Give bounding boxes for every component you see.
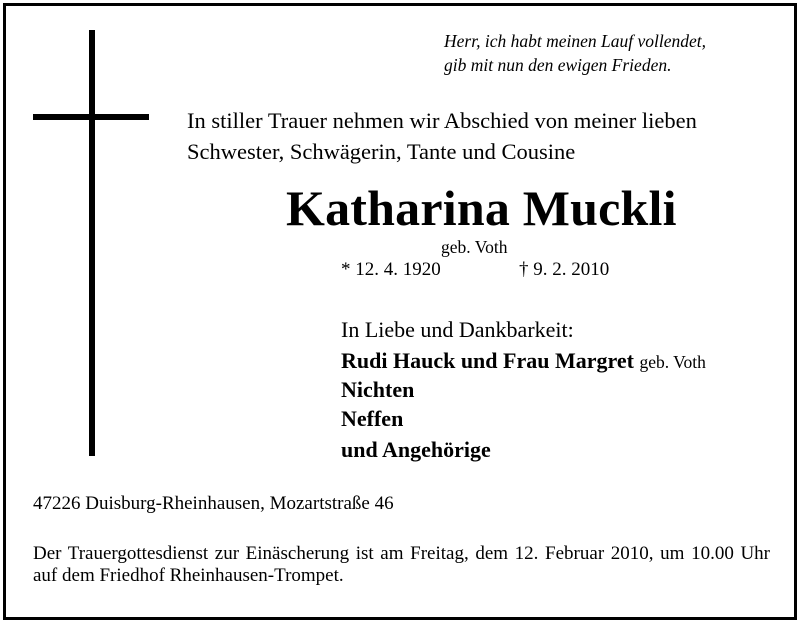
cross-horizontal-bar bbox=[33, 114, 149, 120]
birth-date: * 12. 4. 1920 bbox=[341, 259, 441, 280]
service-information: Der Trauergottesdienst zur Einäscherung ist am Freitag, dem 12. Februar 2010, um 10.00 Uhr auf dem Friedhof Rheinhausen-Trompet. bbox=[33, 543, 770, 586]
mourner-primary-birth-name: geb. Voth bbox=[639, 352, 706, 372]
family-address: 47226 Duisburg-Rheinhausen, Mozartstraße 46 bbox=[33, 493, 394, 514]
deceased-birth-name: geb. Voth bbox=[441, 237, 508, 257]
intro-line-2: Schwester, Schwägerin, Tante und Cousine bbox=[187, 139, 576, 164]
mourner-primary bbox=[341, 347, 706, 376]
intro-line-1: In stiller Trauer nehmen wir Abschied von meiner lieben bbox=[187, 108, 697, 133]
death-date: † 9. 2. 2010 bbox=[519, 259, 610, 280]
mourner-nieces: Nichten bbox=[341, 377, 415, 402]
mourners-intro: In Liebe und Dankbarkeit: bbox=[341, 317, 574, 342]
mourner-primary-name: Rudi Hauck und Frau Margret bbox=[341, 348, 634, 373]
mourner-nephews: Neffen bbox=[341, 406, 404, 431]
mourning-intro bbox=[187, 105, 697, 167]
deceased-name: Katharina Muckli bbox=[286, 180, 677, 236]
notice-border bbox=[3, 3, 797, 620]
mourner-relatives: und Angehörige bbox=[341, 437, 491, 462]
cross-vertical-bar bbox=[89, 30, 95, 456]
verse-line-1: Herr, ich habt meinen Lauf vollendet, bbox=[444, 31, 706, 51]
bible-verse bbox=[444, 29, 706, 77]
verse-line-2: gib mit nun den ewigen Frieden. bbox=[444, 55, 672, 75]
